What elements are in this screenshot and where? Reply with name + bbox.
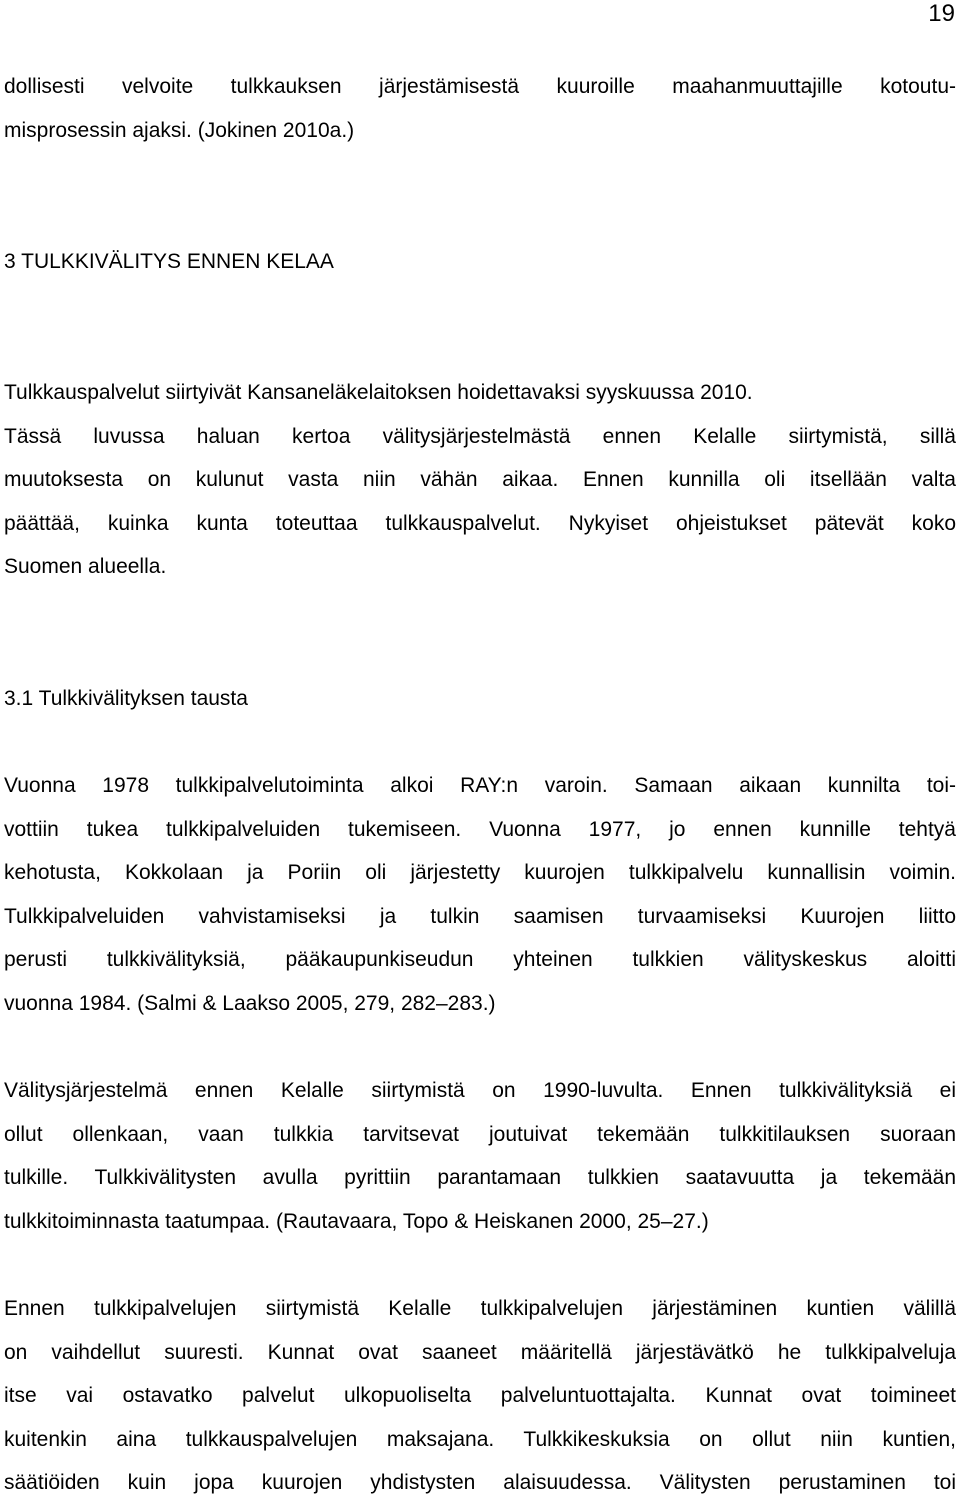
paragraph-1: [4, 65, 956, 152]
text-line: Vuonna 1978 tulkkipalvelutoiminta alkoi RAY:n varoin. Samaan aikaan kunnilta toi-: [4, 774, 956, 797]
text-line: Tässä luvussa haluan kertoa välitysjärjestelmästä ennen Kelalle siirtymistä, sillä: [4, 424, 956, 448]
text-line: on vaihdellut suuresti. Kunnat ovat saaneet määritellä järjestävätkö he tulkkipalveluja: [4, 1340, 956, 1364]
paragraph-5: [4, 1287, 956, 1505]
text-line: dollisesti velvoite tulkkauksen järjestämisestä kuuroille maahanmuuttajille kotoutu-: [4, 75, 956, 98]
text-line: vuonna 1984. (Salmi & Laakso 2005, 279, 282–283.): [4, 991, 496, 1015]
text-line: Välitysjärjestelmä ennen Kelalle siirtymistä on 1990-luvulta. Ennen tulkkivälityksiä ei: [4, 1079, 956, 1102]
text-line: kehotusta, Kokkolaan ja Poriin oli järjestetty kuurojen tulkkipalvelu kunnallisin voimin.: [4, 861, 956, 885]
text-line: muutoksesta on kulunut vasta niin vähän aikaa. Ennen kunnilla oli itsellään valta: [4, 468, 956, 492]
text-line: Tulkkauspalvelut siirtyivät Kansaneläkelaitoksen hoidettavaksi syyskuussa 2010.: [4, 381, 753, 404]
chapter-heading: 3 TULKKIVÄLITYS ENNEN KELAA: [4, 250, 334, 273]
paragraph-3: [4, 764, 956, 1026]
text-line: vottiin tukea tulkkipalveluiden tukemiseen. Vuonna 1977, jo ennen kunnille tehtyä: [4, 817, 956, 841]
section-heading: 3.1 Tulkkivälityksen tausta: [4, 687, 248, 710]
text-line: päättää, kuinka kunta toteuttaa tulkkauspalvelut. Nykyiset ohjeistukset pätevät koko: [4, 511, 956, 535]
text-line: misprosessin ajaksi. (Jokinen 2010a.): [4, 118, 355, 142]
text-line: Suomen alueella.: [4, 555, 167, 579]
text-line: ollut ollenkaan, vaan tulkkia tarvitsevat joutuivat tekemään tulkkitilauksen suoraan: [4, 1122, 956, 1146]
text-line: tulkille. Tulkkivälitysten avulla pyrittiin parantamaan tulkkien saatavuutta ja tekemään: [4, 1166, 956, 1190]
text-line: kuitenkin aina tulkkauspalvelujen maksajana. Tulkkikeskuksia on ollut niin kuntien,: [4, 1427, 956, 1451]
text-line: tulkkitoiminnasta taatumpaa. (Rautavaara, Topo & Heiskanen 2000, 25–27.): [4, 1209, 709, 1233]
page-number: 19: [928, 0, 955, 27]
text-line: Ennen tulkkipalvelujen siirtymistä Kelalle tulkkipalvelujen järjestäminen kuntien välillä: [4, 1297, 956, 1320]
text-line: säätiöiden kuin jopa kuurojen yhdistysten alaisuudessa. Välitysten perustaminen toi: [4, 1471, 956, 1495]
paragraph-4: [4, 1069, 956, 1243]
text-line: Tulkkipalveluiden vahvistamiseksi ja tulkin saamisen turvaamiseksi Kuurojen liitto: [4, 904, 956, 928]
text-line: itse vai ostavatko palvelut ulkopuoliselta palveluntuottajalta. Kunnat ovat toimineet: [4, 1384, 956, 1408]
text-line: perusti tulkkivälityksiä, pääkaupunkiseudun yhteinen tulkkien välityskeskus aloitti: [4, 948, 956, 972]
paragraph-2: [4, 371, 956, 589]
